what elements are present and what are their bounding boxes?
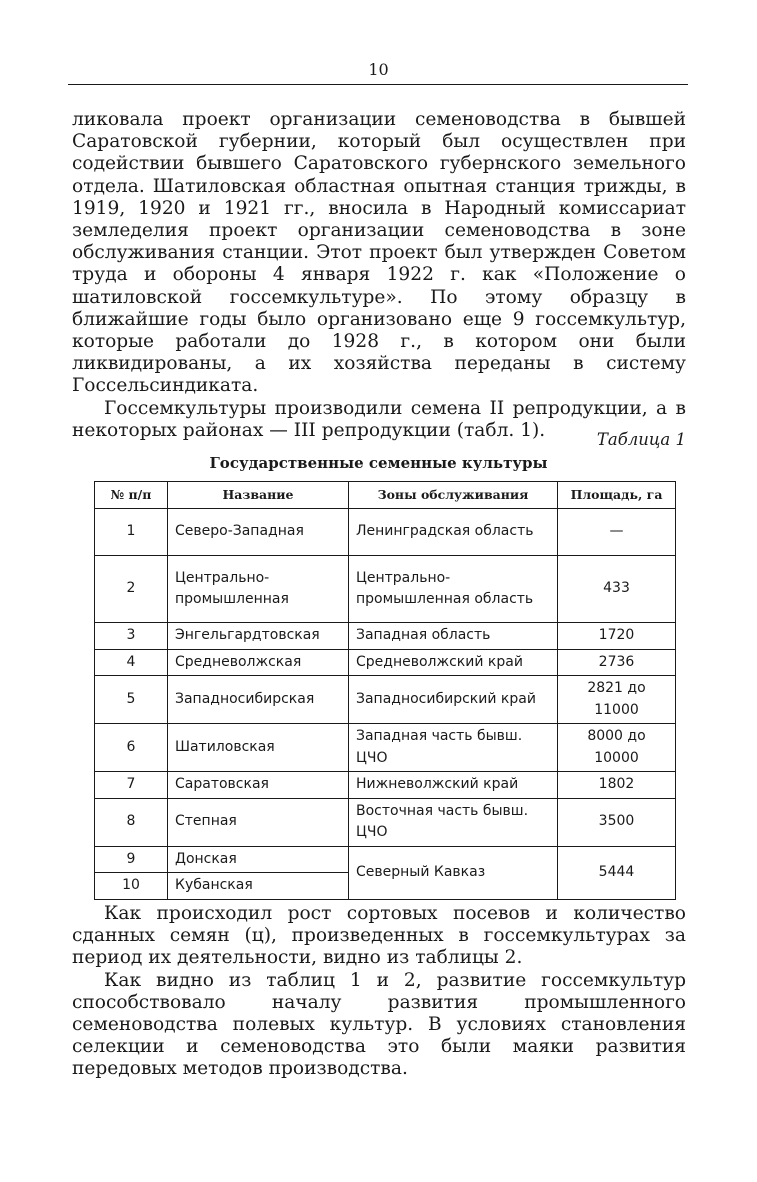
cell-name: Кубанская [168, 873, 349, 900]
page-number: 10 [368, 60, 389, 79]
cell-name: Энгельгардтовская [168, 623, 349, 650]
table-title: Государственные семенные культуры [209, 454, 548, 472]
cell-area: 2821 до 11000 [558, 676, 676, 724]
table-row [95, 623, 676, 650]
cell-area: 5444 [558, 846, 676, 899]
cell-zone: Средневолжский край [349, 649, 558, 676]
header-area: Площадь, га [558, 482, 676, 509]
cell-area: 3500 [558, 798, 676, 846]
header-zone: Зоны обслуживания [349, 482, 558, 509]
table-row [95, 846, 676, 873]
cell-name: Центрально-промышленная [168, 556, 349, 623]
cell-number: 7 [95, 772, 168, 799]
cell-name: Саратовская [168, 772, 349, 799]
cell-number: 9 [95, 846, 168, 873]
table-row [95, 556, 676, 623]
cell-area: 1802 [558, 772, 676, 799]
table-row [95, 676, 676, 724]
cell-area: 8000 до 10000 [558, 724, 676, 772]
cell-zone: Западная область [349, 623, 558, 650]
cell-name: Северо-Западная [168, 509, 349, 556]
cell-name: Шатиловская [168, 724, 349, 772]
paragraph: Госсемкультуры производили семена II репродукции, а в некоторых районах — III репродукции (табл. 1). [72, 397, 686, 441]
cell-number: 4 [95, 649, 168, 676]
cell-number: 2 [95, 556, 168, 623]
table-row [95, 509, 676, 556]
cell-zone: Ленинградская область [349, 509, 558, 556]
cell-number: 5 [95, 676, 168, 724]
seed-cultures-table [94, 481, 676, 900]
cell-zone: Восточная часть бывш. ЦЧО [349, 798, 558, 846]
paragraph: ликовала проект организации семеноводства в бывшей Саратовской губернии, который был осуществлен при содействии бывшего Саратовского губернского земельного отдела. Шатиловская областная опытная станция трижды, в 1919, 1920 и 1921 гг., вносила в Народный комиссариат земледелия проект организации семеноводства в зоне обслуживания станции. Этот проект был утвержден Советом труда и обороны 4 января 1922 г. как «Положение о шатиловской госсемкультуре». По этому образцу в ближайшие годы было организовано еще 9 госсемкультур, которые работали до 1928 г., в котором они были ликвидированы, а их хозяйства переданы в систему Госсельсиндиката. [72, 109, 686, 397]
cell-zone: Северный Кавказ [349, 846, 558, 899]
cell-number: 6 [95, 724, 168, 772]
paragraph: Как происходил рост сортовых посевов и количество сданных семян (ц), произведенных в госсемкультурах за период их деятельности, видно из таблицы 2. [72, 903, 686, 969]
cell-name: Средневолжская [168, 649, 349, 676]
cell-number: 1 [95, 509, 168, 556]
table-caption: Таблица 1 [596, 430, 686, 449]
cell-zone: Центрально-промышленная область [349, 556, 558, 623]
header-number: № п/п [95, 482, 168, 509]
cell-zone: Западносибирский край [349, 676, 558, 724]
body-text-bottom [72, 903, 686, 1081]
cell-number: 8 [95, 798, 168, 846]
cell-number: 3 [95, 623, 168, 650]
header-name: Название [168, 482, 349, 509]
table-row [95, 724, 676, 772]
cell-name: Западносибирская [168, 676, 349, 724]
table-row [95, 772, 676, 799]
cell-name: Донская [168, 846, 349, 873]
paragraph: Как видно из таблиц 1 и 2, развитие госсемкультур способствовало началу развития промышленного семеноводства полевых культур. В условиях становления селекции и семеноводства это были маяки развития передовых методов производства. [72, 969, 686, 1080]
cell-zone: Западная часть бывш. ЦЧО [349, 724, 558, 772]
table-header-row [95, 482, 676, 509]
cell-zone: Нижневолжский край [349, 772, 558, 799]
cell-name: Степная [168, 798, 349, 846]
body-text-top [72, 109, 686, 442]
header-rule [68, 84, 688, 85]
cell-area: — [558, 509, 676, 556]
cell-area: 1720 [558, 623, 676, 650]
cell-area: 433 [558, 556, 676, 623]
cell-number: 10 [95, 873, 168, 900]
cell-area: 2736 [558, 649, 676, 676]
table-row [95, 649, 676, 676]
table-row [95, 798, 676, 846]
